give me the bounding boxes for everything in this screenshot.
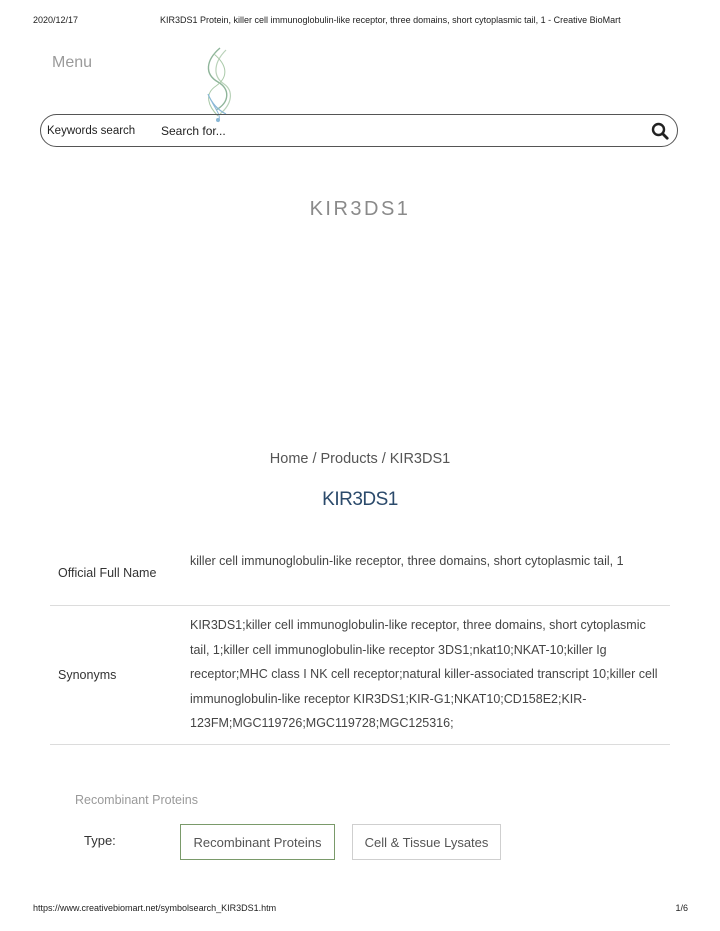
table-row [50, 606, 670, 745]
synonyms-value: KIR3DS1;killer cell immunoglobulin-like receptor, three domains, short cytoplasmic tail, 1;killer cell immunoglobulin-like receptor 3DS1;nkat10;NKAT-10;killer Ig receptor;MHC class I NK cell receptor;natural killer-associated transcript 10;killer cell immunoglobulin-like receptor KIR3DS1;KIR-G1;NKAT10;CD158E2;KIR-123FM;MGC119726;MGC119728;MGC125316; [190, 618, 658, 730]
gene-info-table [50, 540, 670, 745]
breadcrumb-separator: / [381, 451, 386, 467]
search-input[interactable] [161, 120, 611, 142]
company-logo-icon[interactable] [196, 44, 244, 124]
search-icon[interactable] [651, 122, 669, 140]
print-url: https://www.creativebiomart.net/symbolsearch_KIR3DS1.htm [33, 903, 277, 913]
search-bar [40, 114, 678, 147]
print-document-title: KIR3DS1 Protein, killer cell immunoglobulin-like receptor, three domains, short cytoplasmic tail, 1 - Creative BioMart [160, 15, 621, 25]
type-cell-tissue-lysates-button[interactable]: Cell & Tissue Lysates [352, 824, 501, 860]
breadcrumb-current: KIR3DS1 [389, 451, 451, 467]
breadcrumb [0, 451, 720, 467]
menu-button[interactable]: Menu [52, 54, 93, 71]
table-row [50, 540, 670, 606]
official-full-name-label: Official Full Name [58, 565, 157, 580]
official-full-name-value: killer cell immunoglobulin-like receptor, three domains, short cytoplasmic tail, 1 [190, 554, 624, 568]
filter-section-title: Recombinant Proteins [75, 793, 198, 807]
page-title: KIR3DS1 [322, 489, 398, 510]
print-page-number: 1/6 [675, 903, 688, 913]
hero-title: KIR3DS1 [309, 198, 411, 220]
breadcrumb-products[interactable]: Products [320, 451, 378, 467]
breadcrumb-separator: / [312, 451, 317, 467]
keywords-search-label: Keywords search [47, 125, 136, 137]
type-recombinant-proteins-button[interactable]: Recombinant Proteins [180, 824, 335, 860]
breadcrumb-home[interactable]: Home [269, 451, 309, 467]
print-header [0, 15, 720, 29]
type-label: Type: [84, 833, 116, 848]
print-date: 2020/12/17 [33, 15, 79, 25]
synonyms-label: Synonyms [58, 668, 117, 682]
